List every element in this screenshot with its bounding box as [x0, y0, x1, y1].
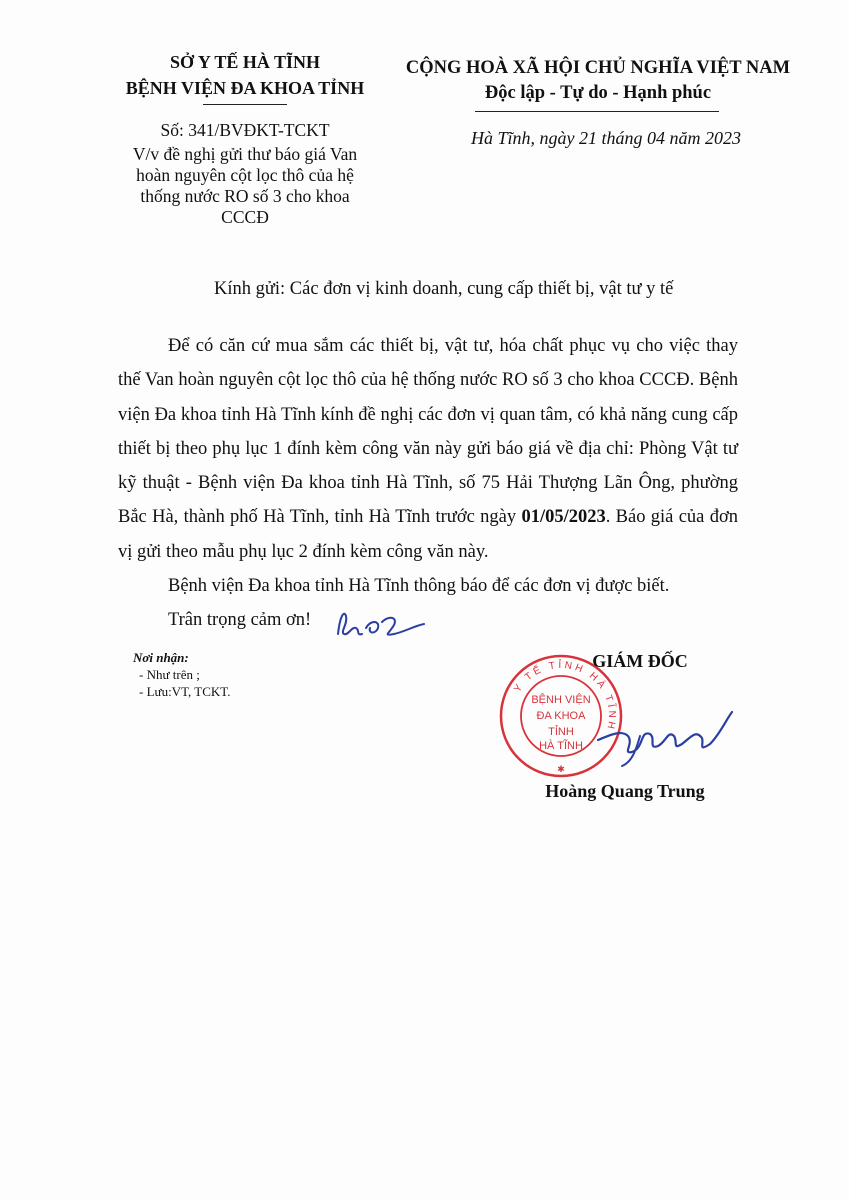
- header-divider-right: [475, 111, 719, 112]
- issuing-organization: BỆNH VIỆN ĐA KHOA TỈNH: [125, 78, 365, 98]
- subject-line: hoàn nguyên cột lọc thô của hệ: [136, 165, 354, 185]
- document-date: Hà Tĩnh, ngày 21 tháng 04 năm 2023: [471, 128, 741, 148]
- closing-line: Trân trọng cảm ơn!: [168, 610, 312, 631]
- letter-body: [118, 329, 738, 638]
- deadline-date: 01/05/2023: [521, 507, 606, 528]
- svg-text:HÀ TĨNH: HÀ TĨNH: [539, 740, 583, 752]
- initials-mark: [330, 606, 430, 642]
- national-title: CỘNG HOÀ XÃ HỘI CHỦ NGHĨA VIỆT NAM: [405, 58, 791, 78]
- issuing-authority: SỞ Y TẾ HÀ TĨNH: [169, 52, 321, 72]
- distribution-item: - Lưu:VT, TCKT.: [139, 684, 231, 699]
- body-paragraph-1-end: Báo giá của đơn vị gửi theo mẫu phụ lục 2 đính kèm công văn này.: [118, 507, 739, 562]
- body-paragraph-1-text: Để có căn cứ mua sắm các thiết bị, vật tư, hóa chất phục vụ cho việc thay thế Van hoàn nguyên cột lọc thô của hệ thống nước RO số 3 cho khoa CCCĐ. Bệnh viện Đa khoa tỉnh Hà Tĩnh kính đề nghị các đơn vị quan tâm, có khả năng cung cấp thiết bị theo phụ lục 1 đính kèm công văn này gửi báo giá về địa chỉ: Phòng Vật tư kỹ thuật - Bệnh viện Đa khoa tỉnh Hà Tĩnh, số 75 Hải Thượng Lãn Ông, phường Bắc Hà, thành phố Hà Tĩnh, tỉnh Hà Tĩnh trước ngày: [118, 336, 738, 528]
- header-divider-left: [203, 104, 287, 105]
- distribution-item: - Như trên ;: [139, 667, 200, 682]
- svg-text:Y TẾ TỈNH HÀ TĨNH: Y TẾ TỈNH HÀ TĨNH: [512, 659, 618, 733]
- svg-text:TỈNH: TỈNH: [548, 726, 574, 738]
- subject-line: V/v đề nghị gửi thư báo giá Van: [132, 144, 358, 164]
- recipient-line: Kính gửi: Các đơn vị kinh doanh, cung cấp thiết bị, vật tư y tế: [214, 279, 674, 299]
- signatory-name: Hoàng Quang Trung: [545, 781, 705, 801]
- document-subject: [130, 144, 360, 228]
- svg-text:ĐA KHOA: ĐA KHOA: [536, 710, 586, 722]
- svg-text:BỆNH VIỆN: BỆNH VIỆN: [531, 694, 591, 706]
- distribution-heading: Nơi nhận:: [133, 650, 189, 665]
- body-paragraph-2: Bệnh viện Đa khoa tỉnh Hà Tĩnh thông báo để các đơn vị được biết.: [168, 576, 670, 597]
- subject-line: thống nước RO số 3 cho khoa: [140, 186, 350, 206]
- body-paragraph-1: [118, 329, 738, 569]
- svg-text:✱: ✱: [557, 764, 565, 774]
- subject-line: CCCĐ: [221, 207, 269, 227]
- document-number: Số: 341/BVĐKT-TCKT: [160, 120, 330, 140]
- signatory-title: GIÁM ĐỐC: [592, 651, 688, 671]
- national-motto: Độc lập - Tự do - Hạnh phúc: [484, 83, 712, 103]
- deadline-period: .: [605, 507, 611, 528]
- director-signature: [592, 700, 742, 770]
